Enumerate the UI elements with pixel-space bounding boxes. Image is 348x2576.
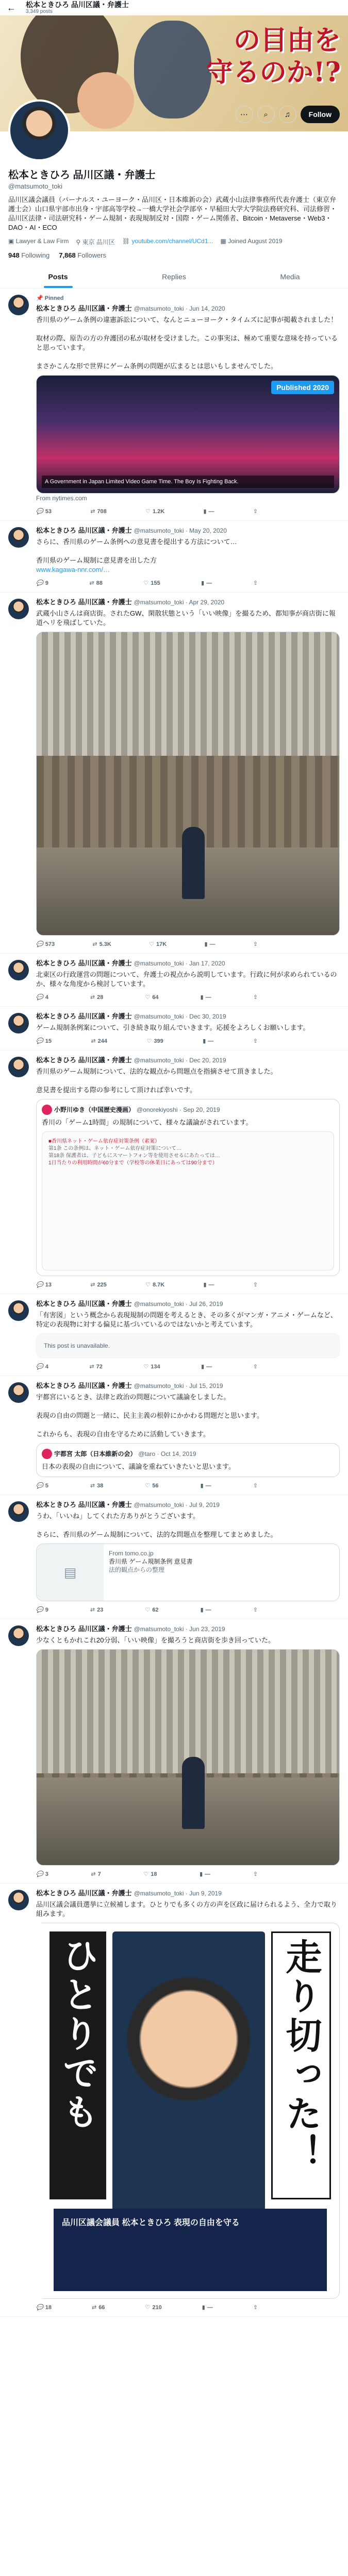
like-button[interactable]: ♡ 56: [145, 1481, 158, 1490]
tweet-text: 品川区議会議員選挙に立候補します。ひとりでも多くの方の声を区政に届けられるよう、全力で取り組みます。: [36, 1901, 337, 1918]
share-icon: ⇪: [253, 2304, 258, 2311]
tweet-handle: @matsumoto_toki · May 20, 2020: [134, 527, 227, 534]
retweet-icon: ⇄: [91, 2304, 97, 2311]
tweet-avatar[interactable]: [8, 1013, 29, 1033]
link-icon: ⛓: [122, 238, 132, 245]
reply-icon: 💬: [36, 1871, 43, 1877]
share-icon: ⇪: [253, 994, 258, 1001]
retweet-button[interactable]: ⇄ 72: [89, 1362, 102, 1371]
views-button[interactable]: ▮ —: [201, 1481, 211, 1490]
tweet-handle: @matsumoto_toki · Jan 17, 2020: [134, 960, 225, 967]
quoted-tweet[interactable]: [36, 1443, 340, 1477]
tweet[interactable]: [0, 954, 348, 1007]
tweet-actions: [36, 1870, 258, 1879]
tweet[interactable]: [0, 289, 348, 521]
views-icon: ▮: [204, 941, 208, 947]
reply-icon: 💬: [36, 1483, 43, 1489]
quote-handle: @onorekiyoshi · Sep 20, 2019: [137, 1106, 220, 1113]
following-count[interactable]: 948 Following: [8, 251, 50, 259]
views-button[interactable]: ▮ —: [201, 579, 212, 588]
retweet-icon: ⇄: [90, 509, 95, 515]
reply-button[interactable]: 💬 15: [36, 1037, 52, 1046]
search-icon[interactable]: ⌕: [257, 106, 275, 123]
video-badge: Published 2020: [271, 381, 334, 394]
arcade-figure: [182, 827, 205, 899]
card-desc: 法的観点からの整理: [109, 1566, 165, 1573]
heart-icon: ♡: [149, 941, 154, 947]
like-button[interactable]: ♡ 64: [145, 993, 158, 1002]
tweet[interactable]: [0, 1619, 348, 1884]
document-icon: ▤: [37, 1544, 104, 1601]
retweet-icon: ⇄: [92, 941, 97, 947]
retweet-button[interactable]: ⇄ 7: [91, 1870, 101, 1879]
doc-line: 第18条 保護者は、子どもにスマートフォン等を使用させるにあたっては…: [48, 1153, 220, 1159]
tweet-text: 香川県のゲーム条例の違憲訴訟について、なんとニューヨーク・タイムズに記事が掲載されました！ 取材の際、原告の方の弁護団の私が取材を受けました。この事実は、極めて重要な意味を持っていると思っています。 まさかこんな形で世界にゲーム条例の問題が広まるとは思いもしませんでした。: [36, 316, 338, 370]
views-button[interactable]: ▮ —: [200, 1870, 210, 1879]
tweet-avatar[interactable]: [8, 527, 29, 548]
tweet-avatar[interactable]: [8, 960, 29, 980]
notification-bell-icon[interactable]: ♫: [279, 106, 296, 123]
tweet-text: ゲーム規制条例案について、引き続き取り組んでいきます。応援をよろしくお願いします。: [36, 1024, 310, 1031]
heart-icon: ♡: [145, 1483, 151, 1489]
like-button[interactable]: ♡ 1.2K: [145, 507, 164, 516]
tweet-author[interactable]: 松本ときひろ 品川区議・弁護士: [36, 959, 132, 967]
tab-posts[interactable]: Posts: [0, 265, 116, 288]
reply-icon: 💬: [36, 580, 43, 586]
heart-icon: ♡: [145, 2304, 151, 2311]
card-title: 香川県 ゲーム規制条例 意見書: [109, 1558, 193, 1565]
quote-text: 日本の表現の自由について、議論を重ねていきたいと思います。: [42, 1463, 236, 1470]
views-icon: ▮: [200, 994, 204, 1001]
tweet-avatar[interactable]: [8, 1057, 29, 1077]
profile-name: 松本ときひろ 品川区議・弁護士: [8, 170, 156, 181]
tweet-text: 少なくともかれこれ20分弱、「いい映像」を撮ろうと商店街を歩き回っていた。: [36, 1636, 275, 1644]
tweet-avatar[interactable]: [8, 599, 29, 619]
tweet[interactable]: [0, 1376, 348, 1495]
tab-media[interactable]: Media: [280, 273, 300, 281]
more-icon[interactable]: ⋯: [236, 106, 253, 123]
tweet-actions: [36, 1362, 258, 1371]
tweet-handle: @matsumoto_toki · Jul 26, 2019: [134, 1300, 223, 1308]
reply-button[interactable]: 💬 5: [36, 1481, 48, 1490]
share-icon: ⇪: [253, 1364, 258, 1370]
share-icon: ⇪: [253, 1282, 258, 1288]
quote-author: 小野川ゆき（中国歴史漫画）: [54, 1106, 135, 1113]
tweet-actions: [36, 1280, 258, 1290]
views-button[interactable]: ▮ —: [201, 1605, 211, 1615]
profile-tabs: [0, 265, 348, 289]
poster-footer: 品川区議会議員 松本ときひろ 表現の自由を守る: [54, 2209, 327, 2291]
link-card[interactable]: [36, 1544, 340, 1601]
tweet[interactable]: [0, 1495, 348, 1619]
profile-handle: @matsumoto_toki: [8, 182, 62, 190]
top-bar: [0, 0, 348, 15]
reply-button[interactable]: 💬 4: [36, 1362, 48, 1371]
reply-icon: 💬: [36, 1607, 43, 1613]
quote-avatar: [42, 1105, 52, 1115]
tweet-author[interactable]: 松本ときひろ 品川区議・弁護士: [36, 1300, 132, 1308]
retweet-button[interactable]: ⇄ 38: [90, 1481, 103, 1490]
reply-icon: 💬: [36, 2304, 43, 2311]
arcade-figure: [182, 1757, 205, 1829]
like-button[interactable]: ♡ 18: [143, 1870, 157, 1879]
tweet-avatar[interactable]: [8, 1625, 29, 1646]
reply-button[interactable]: 💬 3: [36, 1870, 48, 1879]
share-button[interactable]: [253, 993, 258, 1002]
views-button[interactable]: ▮ —: [201, 1362, 212, 1371]
tweet[interactable]: [0, 521, 348, 592]
tweet-author[interactable]: 松本ときひろ 品川区議・弁護士: [36, 1889, 132, 1897]
quote-handle: @taro · Oct 14, 2019: [138, 1450, 196, 1458]
views-icon: ▮: [203, 1282, 207, 1288]
views-icon: ▮: [200, 1871, 203, 1877]
share-button[interactable]: [253, 1481, 258, 1490]
reply-icon: 💬: [36, 509, 43, 515]
tweet-text: 武蔵小山さんは商店街。されたGW、閑散状態という「いい映像」を撮るため、都知事が商店街に報道ヘリを飛ばしていた。: [36, 609, 336, 626]
heart-icon: ♡: [145, 1607, 151, 1613]
tweet-actions: [36, 579, 258, 588]
tweet-author[interactable]: 松本ときひろ 品川区議・弁護士: [36, 1382, 132, 1389]
retweet-button[interactable]: ⇄ 5.3K: [92, 940, 111, 949]
share-button[interactable]: [253, 2303, 258, 2312]
tweet-avatar[interactable]: [8, 1300, 29, 1321]
tweet-handle: @matsumoto_toki · Dec 20, 2019: [134, 1057, 226, 1064]
views-icon: ▮: [203, 509, 207, 515]
retweet-icon: ⇄: [90, 1607, 95, 1613]
views-button[interactable]: ▮ —: [203, 1037, 213, 1046]
retweet-button[interactable]: ⇄ 28: [90, 993, 103, 1002]
tweet[interactable]: [0, 1884, 348, 2317]
views-icon: ▮: [200, 1607, 204, 1613]
arcade-roof: [37, 1650, 339, 1773]
heart-icon: ♡: [145, 994, 151, 1001]
reply-icon: 💬: [36, 1364, 43, 1370]
follow-stats: [8, 251, 340, 259]
share-button[interactable]: [253, 940, 258, 949]
quote-avatar: [42, 1449, 52, 1459]
heart-icon: ♡: [146, 1038, 152, 1044]
tweet-actions: [36, 1605, 258, 1615]
like-button[interactable]: ♡ 8.7K: [145, 1280, 164, 1290]
tweet-text: うわ、「いいね」してくれた方ありがとうございます。 さらに、香川県のゲーム規制について、法的な問題点を整理してまとめました。: [36, 1512, 277, 1538]
tweet-video[interactable]: [36, 375, 340, 494]
views-button[interactable]: ▮ —: [202, 2303, 213, 2312]
share-button[interactable]: [253, 507, 258, 516]
tweet-photo-poster[interactable]: [36, 1923, 340, 2299]
views-icon: ▮: [203, 1038, 206, 1044]
like-button[interactable]: ♡ 17K: [149, 940, 167, 949]
views-button[interactable]: ▮ —: [203, 1280, 214, 1290]
retweet-button[interactable]: ⇄ 225: [90, 1280, 107, 1290]
reply-icon: 💬: [36, 1282, 43, 1288]
tweet-author[interactable]: 松本ときひろ 品川区議・弁護士: [36, 527, 132, 534]
unavailable-post-notice: This post is unavailable.: [36, 1333, 340, 1358]
follow-button[interactable]: Follow: [301, 106, 340, 123]
share-icon: ⇪: [253, 509, 258, 515]
pin-icon: 📌: [36, 295, 45, 301]
banner-text: の目由を 守るのか!?: [206, 25, 341, 88]
retweet-button[interactable]: ⇄ 66: [92, 2303, 105, 2312]
retweet-icon: ⇄: [90, 994, 95, 1001]
retweet-button[interactable]: ⇄ 23: [90, 1605, 103, 1615]
tweet-handle: @matsumoto_toki · Jul 9, 2019: [134, 1501, 220, 1509]
share-button[interactable]: [253, 579, 258, 588]
top-bar-name: 松本ときひろ 品川区議・弁護士: [26, 1, 129, 9]
tweet[interactable]: [0, 1007, 348, 1050]
heart-icon: ♡: [143, 1871, 149, 1877]
retweet-icon: ⇄: [91, 1871, 96, 1877]
arcade-roof: [37, 632, 339, 756]
doc-line: 1日当たりの利用時間が60分まで（学校等の休業日にあっては90分まで）: [48, 1160, 218, 1166]
card-domain: From tomo.co.jp: [109, 1550, 154, 1557]
share-icon: ⇪: [253, 1483, 258, 1489]
like-button[interactable]: ♡ 134: [143, 1362, 160, 1371]
doc-line: 第1条 この条例は、ネット・ゲーム依存症対策について…: [48, 1146, 182, 1151]
tweet-photo-arcade[interactable]: [36, 632, 340, 936]
location-item: ⚲ 東京 品川区: [76, 239, 115, 246]
tweet-link[interactable]: www.kagawa-nnr.com/…: [36, 566, 110, 573]
pinned-label: 📌 Pinned: [36, 295, 64, 301]
location-pin-icon: ⚲: [76, 239, 82, 246]
tweet-avatar[interactable]: [8, 295, 29, 315]
tweet-text: 「有害図」という概念から表現規制の問題を考えるとき、その多くがマンガ・アニメ・ゲームなど、特定の表現物に対する偏見に基づいているのではないかと考えています。: [36, 1311, 337, 1328]
joined-item: ▦ Joined August 2019: [220, 238, 283, 245]
reply-button[interactable]: 💬 9: [36, 579, 48, 588]
reply-button[interactable]: 💬 9: [36, 1605, 48, 1615]
tweet-handle: @matsumoto_toki · Jun 9, 2019: [134, 1890, 222, 1897]
views-icon: ▮: [201, 1364, 205, 1370]
tweet[interactable]: [0, 1294, 348, 1376]
retweet-button[interactable]: ⇄ 708: [90, 507, 107, 516]
heart-icon: ♡: [145, 1282, 151, 1288]
profile-meta: [8, 238, 340, 246]
tweet-text: 北東区の行政運営の問題について、弁護士の視点から説明しています。行政に何が求められているのか、様々な角度から検討しています。: [36, 971, 337, 988]
share-icon: ⇪: [253, 1871, 258, 1877]
retweet-icon: ⇄: [90, 1282, 95, 1288]
tweet-author[interactable]: 松本ときひろ 品川区議・弁護士: [36, 1501, 132, 1509]
views-button[interactable]: ▮ —: [203, 507, 214, 516]
tweet-actions: [36, 940, 258, 949]
video-caption: A Government in Japan Limited Video Game Time. The Boy Is Fighting Back.: [42, 476, 334, 488]
tweet-avatar[interactable]: [8, 1890, 29, 1910]
tweet-actions: [36, 1037, 258, 1046]
quote-document-image[interactable]: [42, 1131, 334, 1270]
tweet-avatar[interactable]: [8, 1501, 29, 1522]
heart-icon: ♡: [143, 1364, 149, 1370]
post-count: 3,349 posts: [26, 9, 53, 14]
like-button[interactable]: ♡ 155: [143, 579, 160, 588]
share-button[interactable]: [253, 1870, 258, 1879]
tweet-photo-arcade[interactable]: [36, 1649, 340, 1866]
reply-button[interactable]: 💬 53: [36, 507, 52, 516]
tweet-author[interactable]: 松本ときひろ 品川区議・弁護士: [36, 1012, 132, 1020]
share-button[interactable]: [253, 1605, 258, 1615]
like-button[interactable]: ♡ 399: [147, 1037, 163, 1046]
retweet-button[interactable]: ⇄ 88: [89, 579, 102, 588]
followers-count[interactable]: 7,868 Followers: [59, 251, 107, 259]
tweet-text: 香川県のゲーム規制について、法的な観点から問題点を指摘させて頂きました。 意見書を提出する際の参考にして頂ければ幸いです。: [36, 1067, 277, 1094]
tab-replies[interactable]: Replies: [162, 273, 186, 281]
tweet-handle: @matsumoto_toki · Jul 15, 2019: [134, 1382, 223, 1389]
views-icon: ▮: [202, 2304, 205, 2311]
share-button[interactable]: [253, 1362, 258, 1371]
retweet-button[interactable]: ⇄ 244: [91, 1037, 107, 1046]
reply-icon: 💬: [36, 1038, 43, 1044]
heart-icon: ♡: [143, 580, 149, 586]
tweet-text: さらに、香川県のゲーム条例への意見書を提出する方法について… 香川県のゲーム規制に意見書を出した方: [36, 538, 237, 564]
reply-button[interactable]: 💬 4: [36, 993, 48, 1002]
quote-author: 宇都宮 太郎（日本維新の会）: [54, 1450, 137, 1458]
share-icon: ⇪: [253, 1038, 258, 1044]
tweet-actions: [36, 2303, 258, 2312]
views-icon: ▮: [200, 1483, 204, 1489]
tweet-author[interactable]: 松本ときひろ 品川区議・弁護士: [36, 304, 132, 312]
profile-link[interactable]: youtube.com/channel/UCd1...: [131, 238, 213, 245]
back-arrow-icon[interactable]: ←: [7, 2, 16, 13]
tweet-handle: @matsumoto_toki · Dec 30, 2019: [134, 1013, 226, 1020]
poster-text-2: 走り切った！: [271, 1931, 331, 2199]
doc-line: ■香川県ネット・ゲーム依存症対策条例（素案）: [48, 1139, 160, 1144]
share-icon: ⇪: [253, 941, 258, 947]
reply-icon: 💬: [36, 941, 43, 947]
views-button[interactable]: ▮ —: [204, 940, 215, 949]
heart-icon: ♡: [145, 509, 151, 515]
retweet-icon: ⇄: [90, 1483, 95, 1489]
tweet[interactable]: [0, 1050, 348, 1294]
retweet-icon: ⇄: [91, 1038, 96, 1044]
tweet[interactable]: [0, 592, 348, 954]
tweet-handle: @matsumoto_toki · Jun 14, 2020: [134, 305, 225, 312]
tweet-author[interactable]: 松本ときひろ 品川区議・弁護士: [36, 1625, 132, 1633]
quoted-tweet[interactable]: [36, 1099, 340, 1276]
profile-bio: 品川区議会議員（パーナルス・ユーヨーク・品川区・日本維新の会）武蔵小山法律事務所代表弁護士（東京弁護士会）山口県宇部市出身・宇部高等学校→一橋大学社会学部卒・早稲田大学大学院法務研究科、司法修習・品川区法律・司法研究科・ゲーム規制・表現規制反対・国際・ゲーム関係者、Bitcoin・Metaverse・Web3・DAO・AI・ECO: [8, 196, 337, 231]
reply-button[interactable]: 💬 13: [36, 1280, 52, 1290]
share-icon: ⇪: [253, 1607, 258, 1613]
like-button[interactable]: ♡ 210: [145, 2303, 161, 2312]
tweet-avatar[interactable]: [8, 1382, 29, 1403]
reply-icon: 💬: [36, 994, 43, 1001]
retweet-icon: ⇄: [89, 1364, 94, 1370]
briefcase-icon: ▣: [8, 238, 16, 245]
poster-text-1: ひとりでも: [49, 1931, 106, 2199]
reply-button[interactable]: 💬 573: [36, 940, 55, 949]
tweet-actions: [36, 507, 258, 516]
share-icon: ⇪: [253, 580, 258, 586]
calendar-icon: ▦: [220, 238, 228, 245]
tweet-author[interactable]: 松本ときひろ 品川区議・弁護士: [36, 598, 132, 606]
retweet-icon: ⇄: [89, 580, 94, 586]
tweet-text: 宇都宮にいるとき、法律と政治の問題について議論をしました。 表現の自由の問題と一緒に、民主主義の根幹にかかわる問題だと思います。 これからも、表現の自由を守るために活動していきます。: [36, 1393, 263, 1438]
tweet-actions: [36, 993, 258, 1002]
tweet-source[interactable]: From nytimes.com: [36, 495, 87, 502]
tweet-actions: [36, 1481, 258, 1490]
link-item[interactable]: [122, 238, 213, 246]
profile-actions: [236, 106, 340, 123]
tweet-handle: @matsumoto_toki · Apr 29, 2020: [134, 599, 225, 606]
tweet-handle: @matsumoto_toki · Jun 23, 2019: [134, 1625, 225, 1633]
quote-text: 香川の「ゲーム1時間」の規制について、様々な議論がされています。: [42, 1118, 253, 1126]
reply-button[interactable]: 💬 18: [36, 2303, 52, 2312]
tweet-author[interactable]: 松本ときひろ 品川区議・弁護士: [36, 1056, 132, 1064]
views-button[interactable]: ▮ —: [201, 993, 211, 1002]
like-button[interactable]: ♡ 62: [145, 1605, 158, 1615]
category-item: ▣ Lawyer & Law Firm: [8, 238, 69, 245]
share-button[interactable]: [253, 1037, 258, 1046]
avatar[interactable]: [8, 99, 70, 161]
profile-section: [0, 99, 348, 259]
share-button[interactable]: [253, 1280, 258, 1290]
views-icon: ▮: [201, 580, 205, 586]
